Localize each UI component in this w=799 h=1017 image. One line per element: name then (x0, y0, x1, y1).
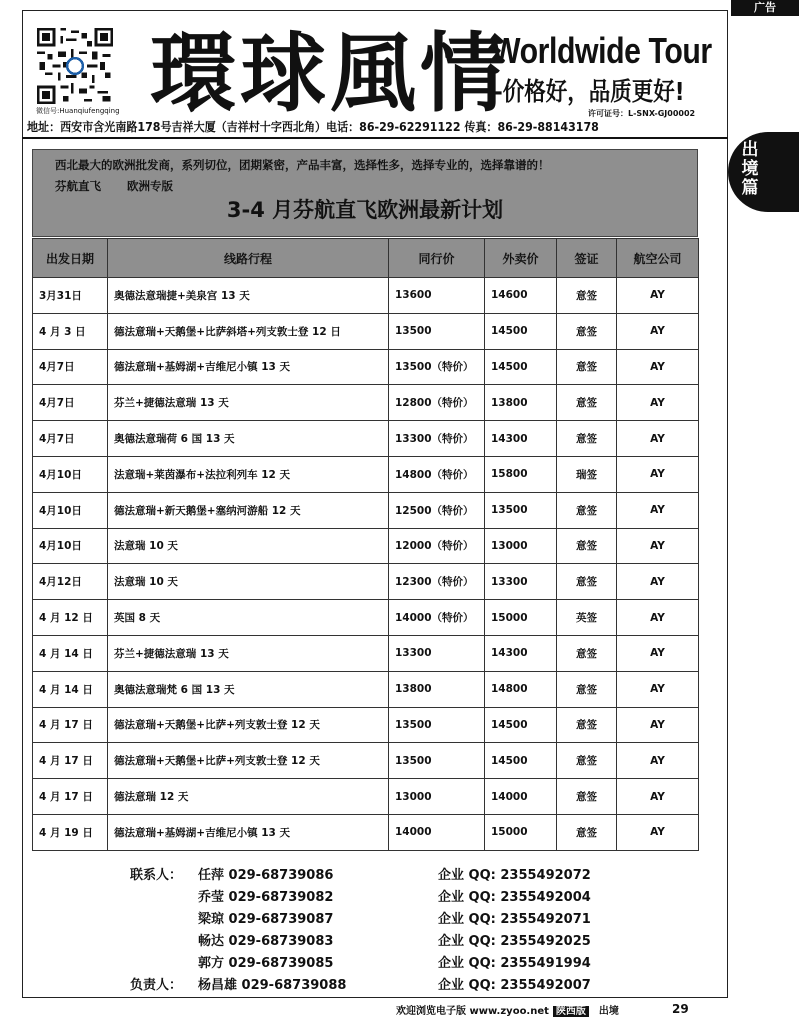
contact-name: 郭方 (198, 956, 225, 971)
row-date: 4月10日 (33, 528, 108, 564)
row-trade-price: 14000 (389, 814, 485, 850)
brand-logo-chinese: 環球風情 (150, 23, 510, 124)
contact-phone: 029-68739087 (228, 912, 334, 927)
row-retail-price: 14300 (485, 421, 557, 457)
row-trade-price: 12000（特价） (389, 528, 485, 564)
row-route: 奥德法意瑞捷+美泉宫 13 天 (108, 278, 389, 314)
table-row (33, 278, 699, 314)
wechat-id: 微信号:Huanqiufengqing (36, 107, 120, 115)
table-header-row (33, 239, 699, 278)
row-visa: 意签 (557, 743, 617, 779)
row-visa: 意签 (557, 349, 617, 385)
column-header-airline: 航空公司 (617, 239, 699, 278)
manager-name: 杨昌雄 (198, 978, 238, 993)
table-row (33, 600, 699, 636)
column-header-visa: 签证 (557, 239, 617, 278)
contact-phone: 029-68739085 (228, 956, 334, 971)
row-airline: AY (617, 528, 699, 564)
row-date: 3月31日 (33, 278, 108, 314)
row-route: 法意瑞+莱茵瀑布+法拉利列车 12 天 (108, 456, 389, 492)
row-retail-price: 15000 (485, 600, 557, 636)
contacts-block (0, 864, 728, 994)
column-header-retail-price: 外卖价 (485, 239, 557, 278)
row-date: 4 月 14 日 (33, 635, 108, 671)
row-route: 德法意瑞+天鹅堡+比萨斜塔+列支敦士登 12 日 (108, 313, 389, 349)
row-trade-price: 13500 (389, 707, 485, 743)
row-trade-price: 13600 (389, 278, 485, 314)
contact-phone: 029-68739086 (228, 868, 334, 883)
table-row (33, 349, 699, 385)
row-route: 奥德法意瑞梵 6 国 13 天 (108, 671, 389, 707)
intro-title: 3-4 月芬航直飞欧洲最新计划 (226, 198, 504, 222)
row-date: 4 月 12 日 (33, 600, 108, 636)
table-row (33, 635, 699, 671)
row-visa: 意签 (557, 278, 617, 314)
row-visa: 意签 (557, 814, 617, 850)
manager-label: 负责人： (130, 978, 183, 993)
row-date: 4月7日 (33, 349, 108, 385)
row-retail-price: 14500 (485, 743, 557, 779)
table-row (33, 385, 699, 421)
row-route: 德法意瑞+新天鹅堡+塞纳河游船 12 天 (108, 492, 389, 528)
contact-name: 畅达 (198, 934, 225, 949)
row-airline: AY (617, 779, 699, 815)
intro-tagline: 西北最大的欧洲批发商，系列切位，团期紧密，产品丰富，选择性多，选择专业的，选择靠谱的！ (55, 158, 550, 172)
intro-box (32, 149, 698, 237)
contact-person (198, 930, 333, 949)
row-route: 奥德法意瑞荷 6 国 13 天 (108, 421, 389, 457)
intro-airline: 芬航直飞 (55, 179, 101, 193)
footer-website[interactable]: 欢迎浏览电子版 www.zyoo.net (396, 1006, 549, 1017)
footer-section: 出境 (598, 1006, 619, 1017)
row-airline: AY (617, 421, 699, 457)
row-airline: AY (617, 600, 699, 636)
manager-qq: 企业 QQ: 2355492007 (438, 978, 591, 993)
row-trade-price: 13500 (389, 743, 485, 779)
row-visa: 意签 (557, 313, 617, 349)
ad-label: 广告 (731, 0, 799, 16)
contact-name: 乔莹 (198, 890, 225, 905)
contact-person (198, 864, 333, 883)
row-visa: 意签 (557, 492, 617, 528)
section-tab-outbound (728, 132, 799, 212)
contact-qq: 企业 QQ: 2355492025 (438, 934, 591, 949)
row-airline: AY (617, 385, 699, 421)
column-header-trade-price: 同行价 (389, 239, 485, 278)
row-retail-price: 13500 (485, 492, 557, 528)
row-airline: AY (617, 564, 699, 600)
row-visa: 意签 (557, 528, 617, 564)
frame-right (727, 10, 728, 998)
table-row (33, 707, 699, 743)
contacts-label: 联系人： (130, 868, 183, 883)
row-trade-price: 12300（特价） (389, 564, 485, 600)
row-trade-price: 14800（特价） (389, 456, 485, 492)
row-retail-price: 14500 (485, 313, 557, 349)
contact-person (198, 952, 333, 971)
row-airline: AY (617, 313, 699, 349)
row-route: 法意瑞 10 天 (108, 528, 389, 564)
tour-plan-table (32, 238, 699, 851)
section-tab-char: 出 (741, 140, 759, 160)
contact-phone: 029-68739083 (228, 934, 334, 949)
row-visa: 意签 (557, 421, 617, 457)
row-date: 4 月 17 日 (33, 707, 108, 743)
table-row (33, 564, 699, 600)
row-airline: AY (617, 671, 699, 707)
column-header-route: 线路行程 (108, 239, 389, 278)
row-airline: AY (617, 743, 699, 779)
row-visa: 意签 (557, 671, 617, 707)
row-date: 4月10日 (33, 492, 108, 528)
row-trade-price: 12500（特价） (389, 492, 485, 528)
row-route: 德法意瑞+基姆湖+吉维尼小镇 13 天 (108, 814, 389, 850)
frame-top (22, 10, 728, 11)
license-number: 许可证号：L-SNX-GJ00002 (588, 109, 696, 118)
intro-subline (55, 178, 173, 194)
row-retail-price: 14600 (485, 278, 557, 314)
row-retail-price: 14300 (485, 635, 557, 671)
row-airline: AY (617, 707, 699, 743)
row-airline: AY (617, 635, 699, 671)
row-route: 芬兰+捷德法意瑞 13 天 (108, 385, 389, 421)
row-airline: AY (617, 814, 699, 850)
row-retail-price: 15800 (485, 456, 557, 492)
row-date: 4月7日 (33, 385, 108, 421)
row-airline: AY (617, 278, 699, 314)
row-route: 德法意瑞+天鹅堡+比萨+列支敦士登 12 天 (108, 743, 389, 779)
contact-name: 梁琼 (198, 912, 225, 927)
row-date: 4 月 3 日 (33, 313, 108, 349)
row-trade-price: 13000 (389, 779, 485, 815)
frame-left (22, 10, 23, 998)
row-route: 英国 8 天 (108, 600, 389, 636)
table-row (33, 421, 699, 457)
row-retail-price: 14000 (485, 779, 557, 815)
row-visa: 意签 (557, 707, 617, 743)
row-route: 芬兰+捷德法意瑞 13 天 (108, 635, 389, 671)
contact-qq: 企业 QQ: 2355492004 (438, 890, 591, 905)
row-airline: AY (617, 492, 699, 528)
row-visa: 意签 (557, 635, 617, 671)
table-row (33, 814, 699, 850)
contact-person (198, 886, 333, 905)
intro-edition: 欧洲专版 (127, 179, 173, 193)
row-route: 法意瑞 10 天 (108, 564, 389, 600)
row-trade-price: 14000（特价） (389, 600, 485, 636)
contact-person (198, 908, 333, 927)
manager-phone: 029-68739088 (241, 978, 347, 993)
row-retail-price: 13800 (485, 385, 557, 421)
contact-qq: 企业 QQ: 2355492072 (438, 868, 591, 883)
row-retail-price: 13000 (485, 528, 557, 564)
row-trade-price: 13500（特价） (389, 349, 485, 385)
table-row (33, 456, 699, 492)
row-retail-price: 15000 (485, 814, 557, 850)
row-visa: 意签 (557, 385, 617, 421)
row-retail-price: 14500 (485, 707, 557, 743)
table-row (33, 492, 699, 528)
manager-person (198, 974, 346, 993)
row-date: 4月10日 (33, 456, 108, 492)
row-trade-price: 13300（特价） (389, 421, 485, 457)
row-trade-price: 13800 (389, 671, 485, 707)
tour-plan-rows (33, 278, 699, 851)
contact-name: 任萍 (198, 868, 225, 883)
table-row (33, 743, 699, 779)
row-visa: 英签 (557, 600, 617, 636)
header-divider (22, 137, 728, 139)
row-retail-price: 14500 (485, 349, 557, 385)
address-phone-fax: 地址：西安市含光南路178号吉祥大厦（吉祥村十字西北角）电话：86-29-62291122 传真：86-29-88143178 (27, 120, 599, 134)
row-date: 4 月 17 日 (33, 743, 108, 779)
contact-phone: 029-68739082 (228, 890, 334, 905)
row-date: 4 月 14 日 (33, 671, 108, 707)
row-route: 德法意瑞+天鹅堡+比萨+列支敦士登 12 天 (108, 707, 389, 743)
row-route: 德法意瑞+基姆湖+吉维尼小镇 13 天 (108, 349, 389, 385)
section-tab-char: 境 (741, 159, 759, 179)
section-tab-char: 篇 (741, 178, 759, 198)
row-date: 4 月 19 日 (33, 814, 108, 850)
frame-bottom (22, 997, 728, 998)
row-date: 4 月 17 日 (33, 779, 108, 815)
contact-qq: 企业 QQ: 2355492071 (438, 912, 591, 927)
row-retail-price: 13300 (485, 564, 557, 600)
row-airline: AY (617, 456, 699, 492)
table-row (33, 671, 699, 707)
slogan: –价格好，品质更好! (492, 77, 685, 106)
row-airline: AY (617, 349, 699, 385)
column-header-date: 出发日期 (33, 239, 108, 278)
table-row (33, 779, 699, 815)
row-retail-price: 14800 (485, 671, 557, 707)
page-number: 29 (672, 1002, 689, 1016)
row-visa: 瑞签 (557, 456, 617, 492)
row-date: 4月7日 (33, 421, 108, 457)
table-row (33, 528, 699, 564)
footer (396, 1002, 619, 1017)
row-trade-price: 13500 (389, 313, 485, 349)
contact-qq: 企业 QQ: 2355491994 (438, 956, 591, 971)
row-visa: 意签 (557, 564, 617, 600)
row-trade-price: 13300 (389, 635, 485, 671)
row-trade-price: 12800（特价） (389, 385, 485, 421)
row-visa: 意签 (557, 779, 617, 815)
table-row (33, 313, 699, 349)
row-date: 4月12日 (33, 564, 108, 600)
edition-badge: 陕西版 (553, 1006, 589, 1017)
row-route: 德法意瑞 12 天 (108, 779, 389, 815)
qr-code-icon (36, 28, 114, 104)
brand-logo-english: Worldwide Tour (492, 30, 712, 71)
